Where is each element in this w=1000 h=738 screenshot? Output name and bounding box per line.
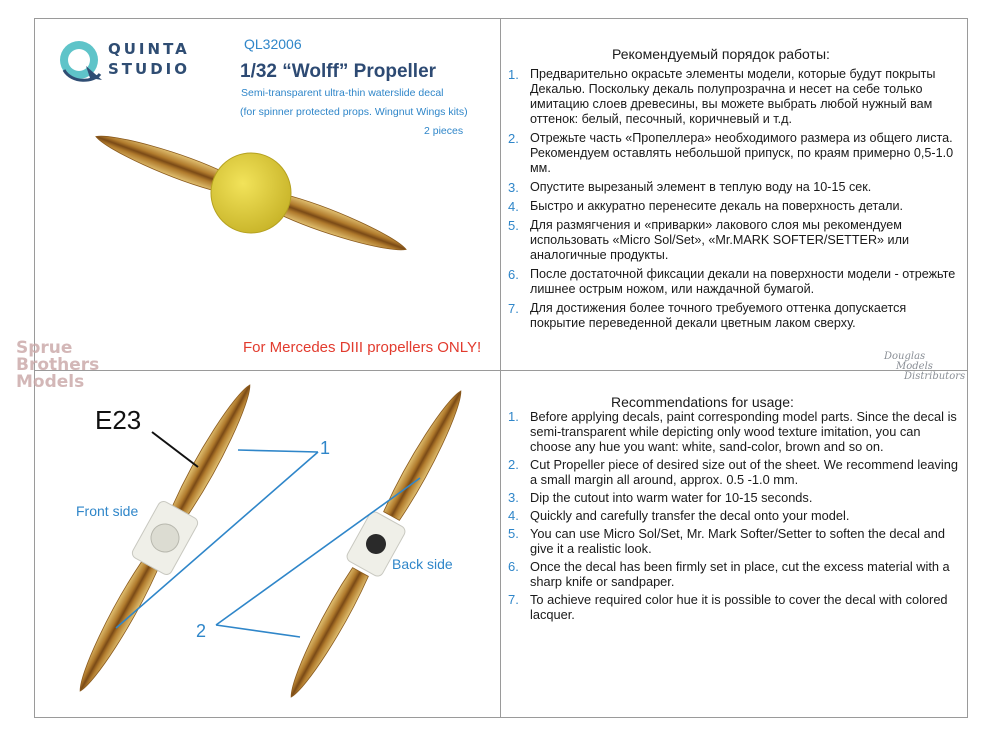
propeller-back-side	[274, 381, 479, 707]
step-number: 5.	[508, 218, 519, 233]
spinner	[211, 153, 291, 233]
step-text: Быстро и аккуратно перенесите декаль на поверхность детали.	[530, 199, 904, 213]
step-number: 5.	[508, 526, 519, 541]
english-instructions-heading: Recommendations for usage:	[611, 394, 794, 410]
product-note: (for spinner protected props. Wingnut Wings kits)	[240, 106, 468, 118]
instruction-step	[508, 409, 960, 454]
step-text: Once the decal has been firmly set in place, cut the excess material with a sharp knife or sandpaper.	[530, 559, 950, 589]
english-instructions-list	[508, 409, 960, 625]
step-text: You can use Micro Sol/Set, Mr. Mark Softer/Setter to soften the decal and give it a realistic look.	[530, 526, 945, 556]
front-side-label: Front side	[76, 503, 139, 519]
e23-leader-line	[152, 432, 198, 467]
step-number: 2.	[508, 457, 519, 472]
step-number: 3.	[508, 180, 519, 195]
instruction-step	[508, 592, 960, 622]
watermark-left-line: Sprue	[16, 338, 73, 358]
step-number: 1.	[508, 67, 519, 82]
instruction-step	[508, 267, 960, 297]
step-text: Отрежьте часть «Пропеллера» необходимого размера из общего листа. Рекомендуем оставлять небольшой припуск, по краям примерно 0,5-1.0 мм.	[530, 131, 954, 175]
instruction-step	[508, 490, 960, 505]
step-number: 7.	[508, 592, 519, 607]
russian-instructions-list	[508, 67, 960, 335]
russian-instructions-heading: Рекомендуемый порядок работы:	[612, 46, 830, 62]
step-text: Quickly and carefully transfer the decal onto your model.	[530, 508, 850, 523]
step-text: Cut Propeller piece of desired size out of the sheet. We recommend leaving a small margin all around, approx. 0.5 -1.0 mm.	[530, 457, 958, 487]
quinta-logo-icon	[60, 41, 102, 80]
watermark-sprue-brothers	[16, 340, 116, 398]
watermark-right-line: Douglas	[884, 351, 926, 362]
brand-name-line2: STUDIO	[108, 60, 190, 78]
watermark-left-line: Models	[16, 372, 85, 392]
callout-number-2: 2	[196, 621, 207, 641]
instruction-step	[508, 218, 960, 263]
step-text: To achieve required color hue it is possible to cover the decal with colored lacquer.	[530, 592, 948, 622]
step-number: 3.	[508, 490, 519, 505]
instruction-step	[508, 301, 960, 331]
callout-number-1: 1	[320, 438, 331, 458]
instruction-step	[508, 67, 960, 127]
brand-name-line1: QUINTA	[108, 40, 190, 58]
step-number: 6.	[508, 267, 519, 282]
step-number: 2.	[508, 131, 519, 146]
compatibility-warning: For Mercedes DIII propellers ONLY!	[243, 339, 482, 356]
part-label-e23: E23	[95, 405, 142, 435]
product-subtitle: Semi-transparent ultra-thin waterslide decal	[241, 87, 444, 99]
step-text: Предварительно окрасьте элементы модели, которые будут покрыты Декалью. Поскольку декаль полупрозрачна и несет на себе только имитацию слоев древесины, вы можете выбрать любой нужный вам оттенок: белый, песочный, коричневый и т.д.	[530, 67, 936, 126]
watermark-douglas-models	[884, 352, 982, 386]
step-number: 1.	[508, 409, 519, 424]
step-text: Before applying decals, paint corresponding model parts. Since the decal is semi-transparent while depicting only wood texture imitation, you can choose any hue you want: white, sand-color, brown and so on.	[530, 409, 957, 454]
step-number: 4.	[508, 508, 519, 523]
instruction-step	[508, 199, 960, 214]
step-text: Опустите вырезаный элемент в теплую воду на 10-15 сек.	[530, 180, 872, 194]
product-code: QL32006	[244, 36, 302, 52]
step-number: 6.	[508, 559, 519, 574]
instruction-step	[508, 508, 960, 523]
watermark-left-line: Brothers	[16, 355, 100, 375]
instruction-step	[508, 457, 960, 487]
instruction-step	[508, 180, 960, 195]
step-text: После достаточной фиксации декали на поверхности модели - отрежьте лишнее острым ножом, или наждачной бумагой.	[530, 267, 956, 296]
step-number: 7.	[508, 301, 519, 316]
step-text: Для достижения более точного требуемого оттенка допускается покрытие переведенной декали цветным лаком сверху.	[530, 301, 907, 330]
step-text: Для размягчения и «приварки» лакового слоя мы рекомендуем использовать «Micro Sol/Set», «Mr.MARK SOFTER/SETTER» или аналогичные продукты.	[530, 218, 909, 262]
product-title: 1/32 “Wolff” Propeller	[240, 61, 437, 82]
propeller-front-side	[61, 374, 269, 701]
piece-count: 2 pieces	[424, 125, 464, 137]
step-text: Dip the cutout into warm water for 10-15 seconds.	[530, 490, 813, 505]
back-side-label: Back side	[392, 556, 453, 572]
instruction-step	[508, 526, 960, 556]
watermark-right-line: Models	[896, 361, 933, 372]
watermark-right-line: Distributors	[904, 371, 966, 382]
instruction-step	[508, 559, 960, 589]
step-number: 4.	[508, 199, 519, 214]
instruction-step	[508, 131, 960, 176]
